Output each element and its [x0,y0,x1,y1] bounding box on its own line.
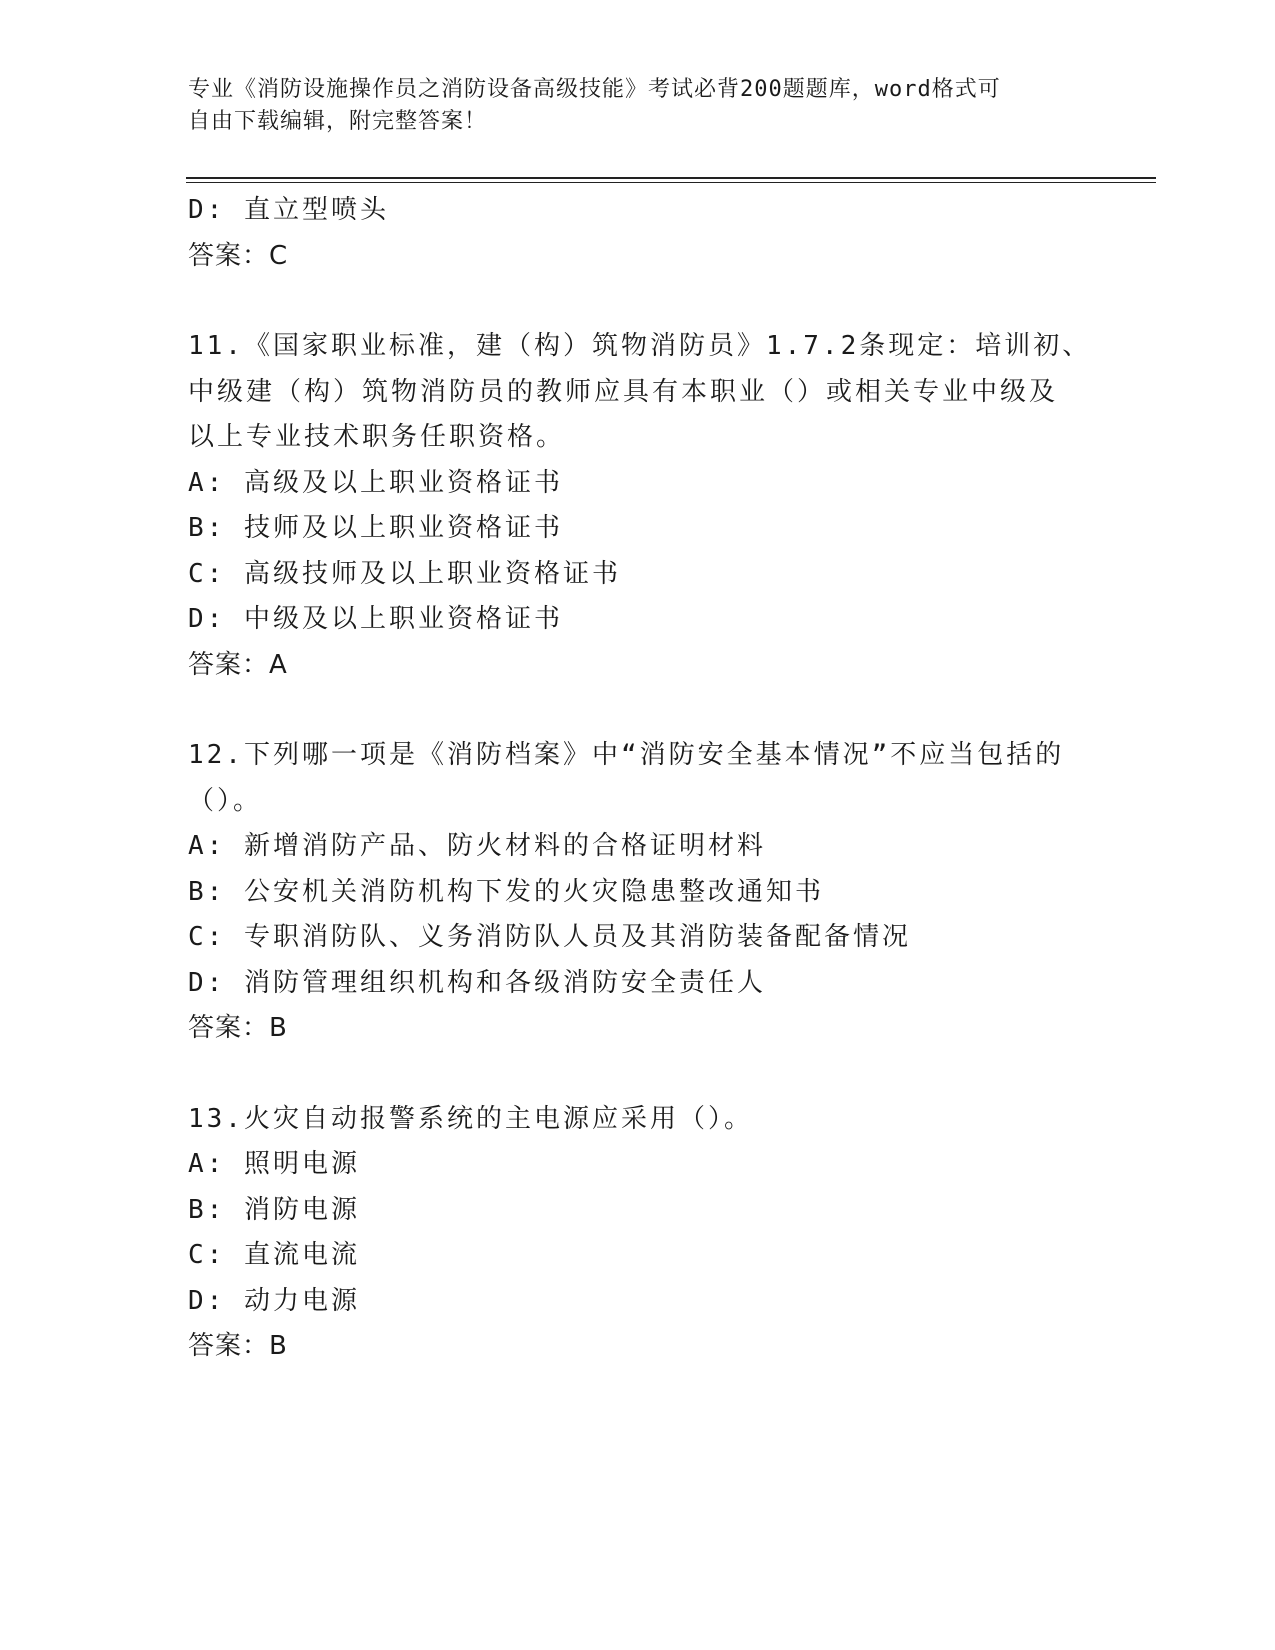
option-b: B: 技师及以上职业资格证书 [188,513,563,543]
question-11 [188,324,1092,688]
option-b: B: 公安机关消防机构下发的火灾隐患整改通知书 [188,876,824,907]
option-d: D: 中级及以上职业资格证书 [188,604,563,634]
option-a: A: 新增消防产品、防火材料的合格证明材料 [188,831,766,861]
answer: 答案：B [188,1013,288,1043]
question-text: 中级建（构）筑物消防员的教师应具有本职业（）或相关专业中级及 [188,376,1059,407]
answer: 答案：C [188,240,289,271]
answer: 答案：A [188,649,288,680]
question-text: 13.火灾自动报警系统的主电源应采用（）。 [188,1103,753,1134]
option-c: C: 直流电流 [188,1240,360,1270]
header-rule-thin [186,182,1156,183]
question-13 [188,1097,1088,1370]
header-line-2: 自由下载编辑，附完整答案！ [188,109,488,134]
question-text: 以上专业技术职务任职资格。 [188,422,566,452]
option-d: D: 动力电源 [188,1285,360,1316]
question-text: （）。 [188,785,263,816]
header-line-1: 专业《消防设施操作员之消防设备高级技能》考试必背200题题库，word格式可 [188,77,1001,102]
question-12 [188,733,1088,1052]
option-c: C: 高级技师及以上职业资格证书 [188,558,621,589]
document-header [188,74,1088,138]
answer: 答案：B [188,1331,288,1361]
question-text: 12.下列哪一项是《消防档案》中“消防安全基本情况”不应当包括的 [188,740,1065,770]
option-a: A: 高级及以上职业资格证书 [188,467,563,498]
option-c: C: 专职消防队、义务消防队人员及其消防装备配备情况 [188,922,911,952]
option-a: A: 照明电源 [188,1149,360,1179]
question-text: 11.《国家职业标准，建（构）筑物消防员》1.7.2条现定：培训初、 [188,331,1092,361]
option-d: D: 消防管理组织机构和各级消防安全责任人 [188,967,766,998]
document-body [188,188,1092,1370]
option-b: B: 消防电源 [188,1194,360,1225]
header-rule-thick [186,177,1156,179]
option-d: D: 直立型喷头 [188,195,389,225]
